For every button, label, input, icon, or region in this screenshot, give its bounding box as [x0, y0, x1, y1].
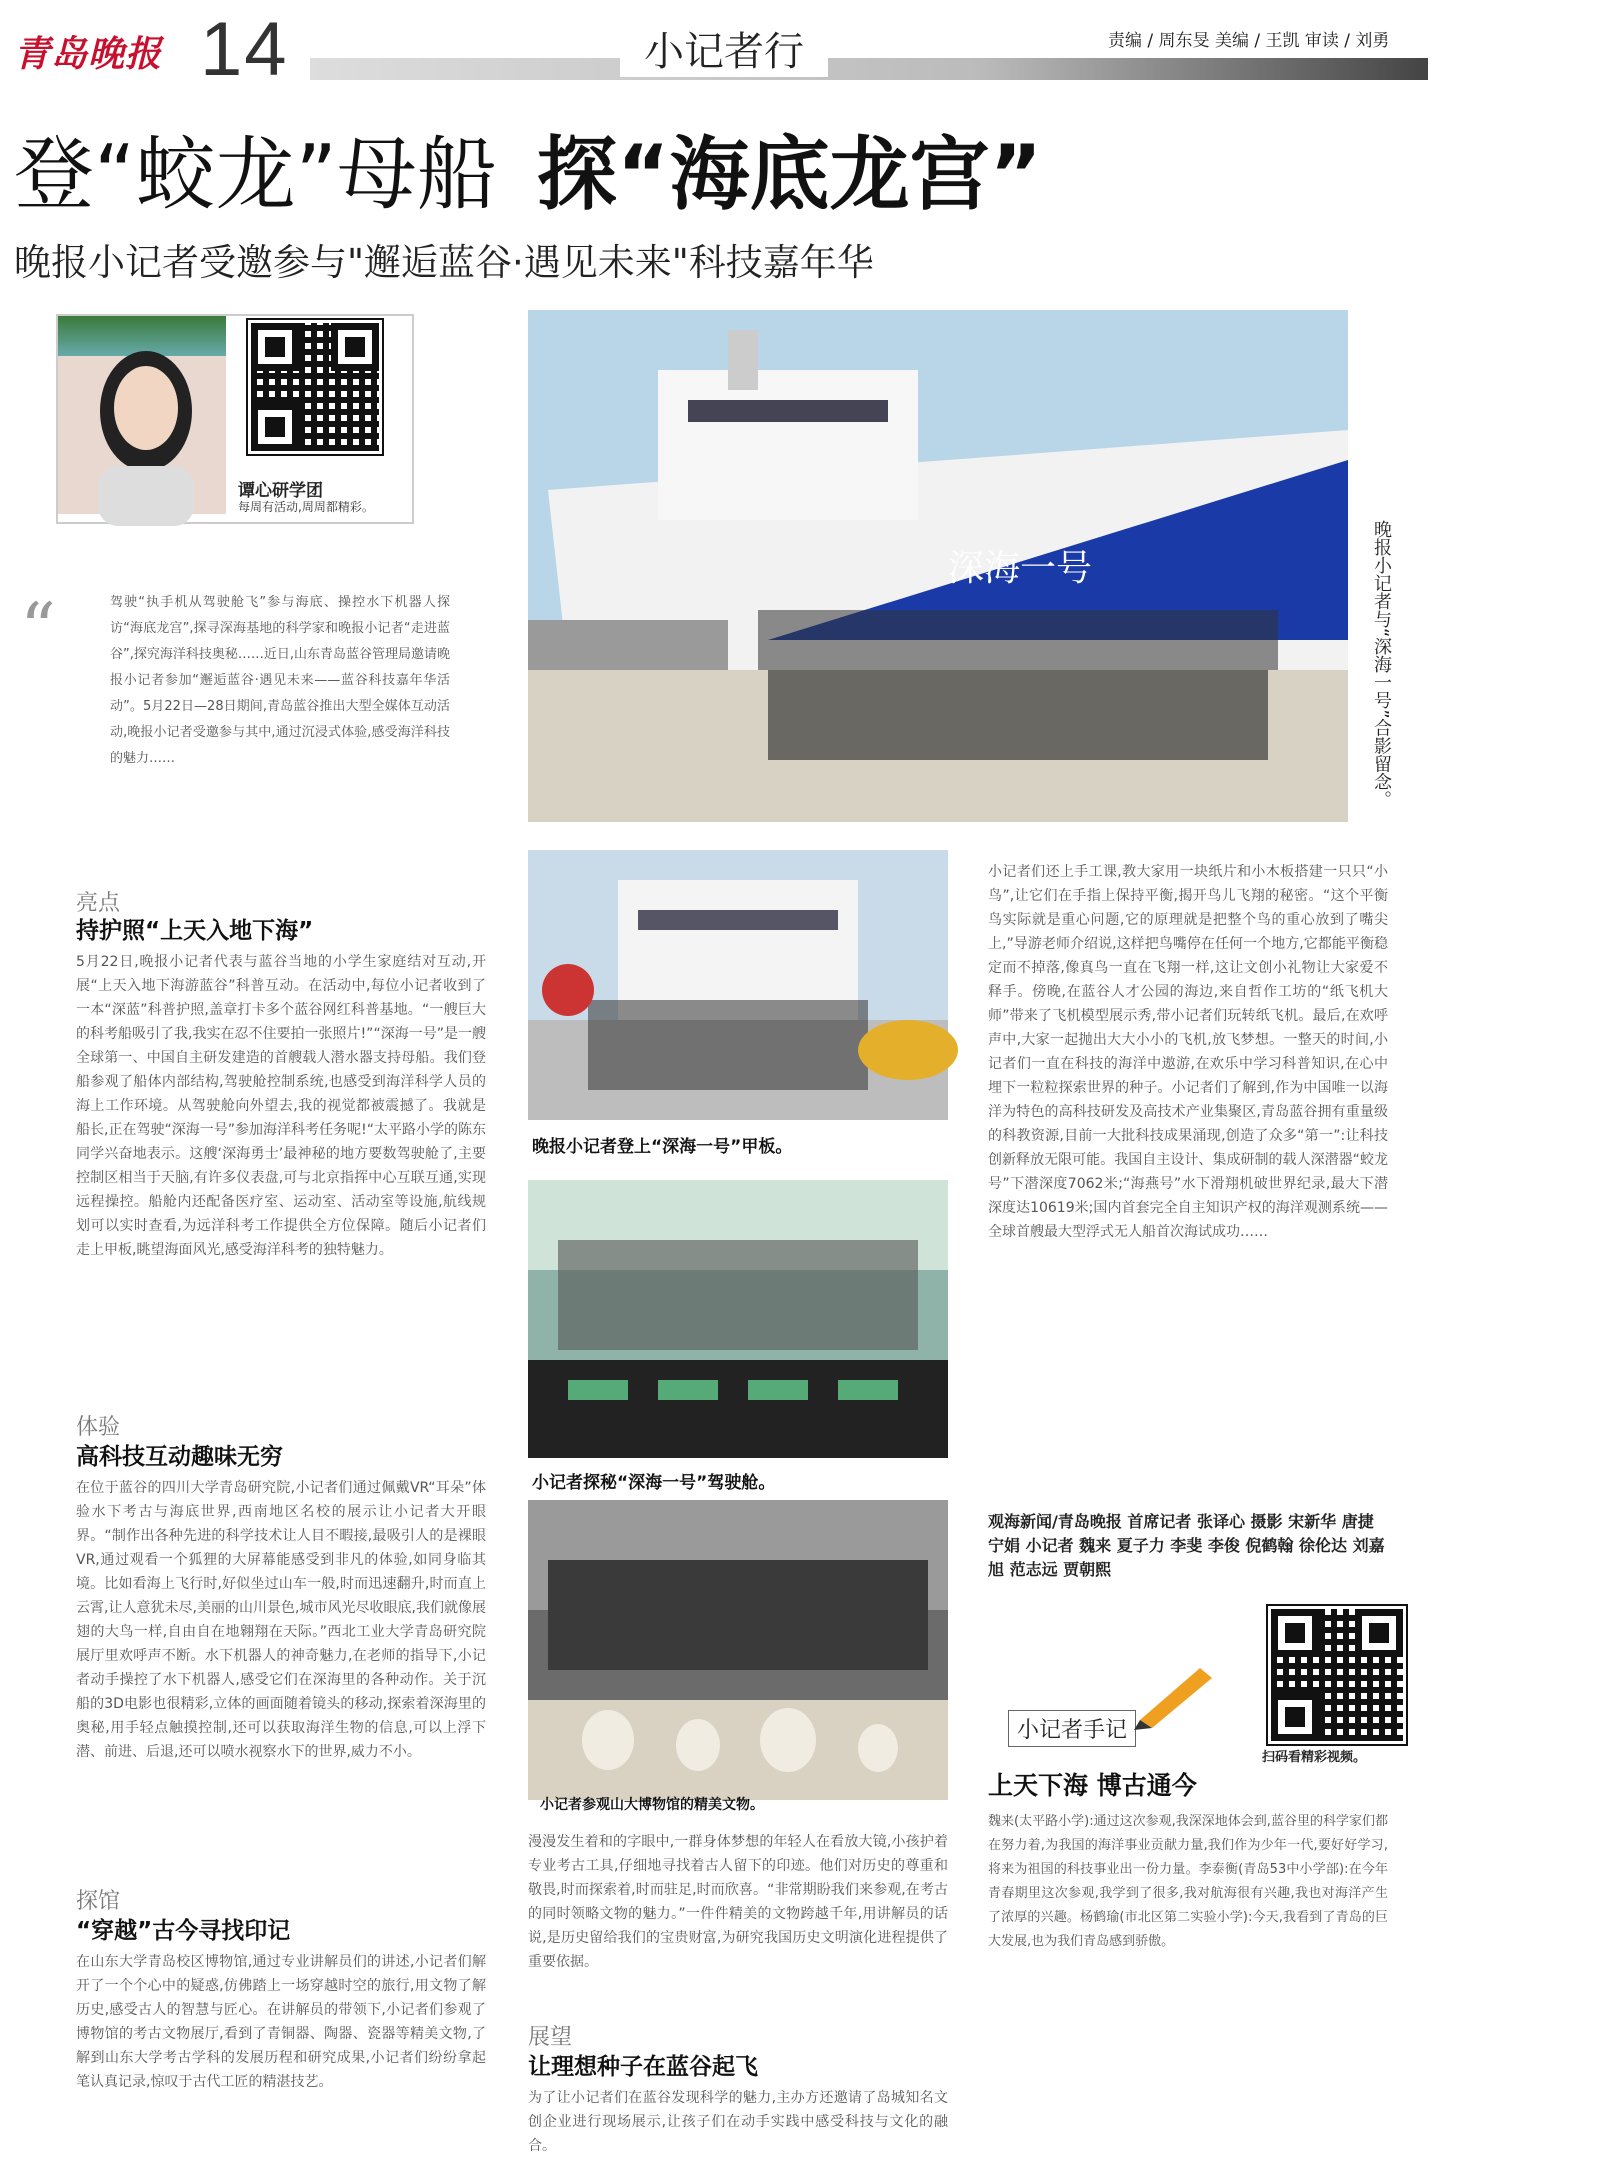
- middle-column-text: 小记者们还上手工课,教大家用一块纸片和小木板搭建一只只“小鸟”,让它们在手指上保持平衡,揭开鸟儿飞翔的秘密。“这个平衡鸟实际就是重心问题,它的原理就是把整个鸟的重心放到了嘴尖上,”导游老师介绍说,这样把鸟嘴停在任何一个地方,它都能平衡稳定而不掉落,像真鸟一直在飞翔一样,这让文创小礼物让大家爱不释手。傍晚,在蓝谷人才公园的海边,来自哲作工坊的“纸飞机大师”带来了飞机模型展示秀,带小记者们玩转纸飞机。最后,在欢呼声中,大家一起抛出大大小小的飞机,放飞梦想。一整天的时间,小记者们一直在科技的海洋中遨游,在欢乐中学习科普知识,在心中埋下一粒粒探索世界的种子。小记者们了解到,作为中国唯一以海洋为特色的高科技研发及高技术产业集聚区,青岛蓝谷拥有重量级的科教资源,目前一大批科技成果涌现,创造了众多“第一”:让科技创新释放无限可能。我国自主设计、集成研制的载人深潜器“蛟龙号”下潜深度7062米;“海燕号”水下滑翔机破世界纪录,最大下潜深度达10619米;国内首套完全自主知识产权的海洋观测系统——全球首艘最大型浮式无人船首次海试成功……: [988, 864, 1388, 1240]
- page-number: 14: [200, 7, 289, 92]
- main-ship-photo: [528, 310, 1348, 822]
- editor-credits: 责编 / 周东旻 美编 / 王凯 审读 / 刘勇: [1108, 31, 1390, 51]
- section-3-label: 探馆: [76, 1889, 121, 1914]
- quote-mark-icon: “: [20, 588, 56, 670]
- article-credits: 观海新闻/青岛晚报 首席记者 张译心 摄影 宋新华 唐捷 宁娟 小记者 魏来 夏子力 李斐 李俊 倪鹤翰 徐伦达 刘嘉旭 范志远 贾朝熙: [988, 1512, 1385, 1579]
- subheadline: 晚报小记者受邀参与"邂逅蓝谷·遇见未来"科技嘉年华: [14, 241, 874, 284]
- main-photo-caption: 晚报小记者与“深海一号”合影留念。: [1371, 520, 1392, 809]
- deck-photo-caption: 晚报小记者登上“深海一号”甲板。: [532, 1137, 793, 1157]
- headline-part-1: 登“蛟龙”母船: [14, 128, 497, 221]
- ship-deck-icon: [528, 850, 948, 1120]
- deck-photo: [528, 850, 948, 1120]
- column-badge: [56, 314, 414, 524]
- section-4-title: 让理想种子在蓝谷起飞: [528, 2054, 758, 2080]
- bridge-photo-caption: 小记者探秘“深海一号”驾驶舱。: [532, 1473, 776, 1493]
- diary-title: 上天下海 博古通今: [988, 1771, 1197, 1800]
- section-1-label: 亮点: [76, 891, 121, 916]
- reporter-portrait-icon: [58, 316, 226, 514]
- diary-body: 魏来(太平路小学):通过这次参观,我深深地体会到,蓝谷里的科学家们都在努力着,为我国的海洋事业贡献力量,我们作为少年一代,要好好学习,将来为祖国的科技事业出一份力量。李泰衡(青岛53中小学部):在今年青春期里这次参观,我学到了很多,我对航海很有兴趣,我也对海洋产生了浓厚的兴趣。杨鹤瑜(市北区第二实验小学):今天,我看到了青岛的巨大发展,也为我们青岛感到骄傲。: [988, 1814, 1388, 1949]
- qr-caption: 扫码看精彩视频。: [1262, 1750, 1367, 1765]
- section-3-title: “穿越”古今寻找印记: [76, 1918, 291, 1944]
- section-name: 小记者行: [620, 20, 828, 77]
- research-ship-icon: [528, 310, 1348, 822]
- diary-badge: 小记者手记: [1008, 1710, 1136, 1747]
- museum-photo-caption: 小记者参观山大博物馆的精美文物。: [540, 1797, 764, 1813]
- section-4-body: 为了让小记者们在蓝谷发现科学的魅力,主办方还邀请了岛城知名文创企业进行现场展示,让孩子们在动手实践中感受科技与文化的融合。: [528, 2090, 948, 2154]
- reporter-photo: [58, 316, 226, 514]
- museum-photo: [528, 1500, 948, 1800]
- headline-part-2: 探“海底龙宫”: [536, 128, 1043, 221]
- section-2-label: 体验: [76, 1415, 121, 1440]
- ship-name-label: 深海一号: [948, 548, 1093, 589]
- section-2-title: 高科技互动趣味无穷: [76, 1444, 283, 1470]
- section-1-body: 5月22日,晚报小记者代表与蓝谷当地的小学生家庭结对互动,开展“上天入地下海游蓝谷”科普互动。在活动中,每位小记者收到了一本“深蓝”科普护照,盖章打卡多个蓝谷网红科普基地。“一艘巨大的科考船吸引了我,我实在忍不住要拍一张照片!”“深海一号”是一艘全球第一、中国自主研发建造的首艘载人潜水器支持母船。我们登船参观了船体内部结构,驾驶舱控制系统,也感受到海洋科学人员的海上工作环境。从驾驶舱向外望去,我的视觉都被震撼了。我就是船长,正在驾驶“深海一号”参加海洋科考任务呢!“太平路小学的陈东同学兴奋地表示。这艘‘深海勇士’最神秘的地方要数驾驶舱了,主要控制区相当于天脑,有许多仪表盘,可与北京指挥中心互联互通,实现远程操控。船舱内还配备医疗室、运动室、活动室等设施,航线规划可以实时查看,为远洋科考工作提供全方位保障。随后小记者们走上甲板,眺望海面风光,感受海洋科考的独特魅力。: [76, 954, 486, 1258]
- newspaper-logo: 青岛晚报: [14, 33, 163, 75]
- section-3-body: 在山东大学青岛校区博物馆,通过专业讲解员们的讲述,小记者们解开了一个个心中的疑惑,仿佛踏上一场穿越时空的旅行,用文物了解历史,感受古人的智慧与匠心。在讲解员的带领下,小记者们参观了博物馆的考古文物展厅,看到了青铜器、陶器、瓷器等精美文物,了解到山东大学考古学科的发展历程和研究成果,小记者们纷纷拿起笔认真记录,惊叹于古代工匠的精湛技艺。: [76, 1954, 486, 2090]
- section-4-label: 展望: [528, 2025, 573, 2050]
- intro-text: 驾驶“执手机从驾驶舱飞”参与海底、操控水下机器人探访“海底龙宫”,探寻深海基地的科学家和晚报小记者“走进蓝谷”,探究海洋科技奥秘……近日,山东青岛蓝谷管理局邀请晚报小记者参加“邂逅蓝谷·遇见未来——蓝谷科技嘉年华活动”。5月22日—28日期间,青岛蓝谷推出大型全媒体互动活动,晚报小记者受邀参与其中,通过沉浸式体验,感受海洋科技的魅力……: [110, 595, 450, 766]
- section-bar: 2021/5/27 星期四: [310, 58, 1428, 80]
- qr-code-icon[interactable]: [248, 320, 382, 454]
- video-qr-code-icon[interactable]: [1268, 1606, 1406, 1744]
- section-2-body: 在位于蓝谷的四川大学青岛研究院,小记者们通过佩戴VR“耳朵”体验水下考古与海底世界,西南地区名校的展示让小记者大开眼界。“制作出各种先进的科学技术让人目不暇接,最吸引人的是裸眼VR,通过观看一个狐狸的大屏幕能感受到非凡的体验,如同身临其境。比如看海上飞行时,好似坐过山车一般,时而迅速翻升,时而直上云霄,让人意犹未尽,美丽的山川景色,城市风光尽收眼底,我们就像展翅的大鸟一样,自由自在地翱翔在天际。”西北工业大学青岛研究院展厅里欢呼声不断。水下机器人的神奇魅力,在老师的指导下,小记者动手操控了水下机器人,感受它们在深海里的各种动作。关于沉船的3D电影也很精彩,立体的画面随着镜头的移动,探索着深海里的奥秘,用手轻点触摸控制,还可以获取海洋生物的信息,可以上浮下潜、前进、后退,还可以喷水视察水下的世界,威力不小。: [76, 1480, 486, 1760]
- museum-text: 漫漫发生着和的字眼中,一群身体梦想的年轻人在看放大镜,小孩护着专业考古工具,仔细地寻找着古人留下的印迹。他们对历史的尊重和敬畏,时而探索着,时而驻足,时而欣喜。“非常期盼我们来参观,在考古的同时领略文物的魅力。”一件件精美的文物跨越千年,用讲解员的话说,是历史留给我们的宝贵财富,为研究我国历史文明演化进程提供了重要依据。: [528, 1834, 948, 1970]
- pen-icon: [1130, 1660, 1220, 1730]
- museum-exhibit-icon: [528, 1500, 948, 1800]
- headline: [14, 110, 1042, 225]
- column-tagline: 每周有活动,周周都精彩。: [238, 500, 374, 514]
- column-name: 谭心研学团: [238, 481, 323, 501]
- section-1-title: 持护照“上天入地下海”: [76, 918, 314, 944]
- ship-bridge-icon: [528, 1180, 948, 1458]
- bridge-photo: [528, 1180, 948, 1458]
